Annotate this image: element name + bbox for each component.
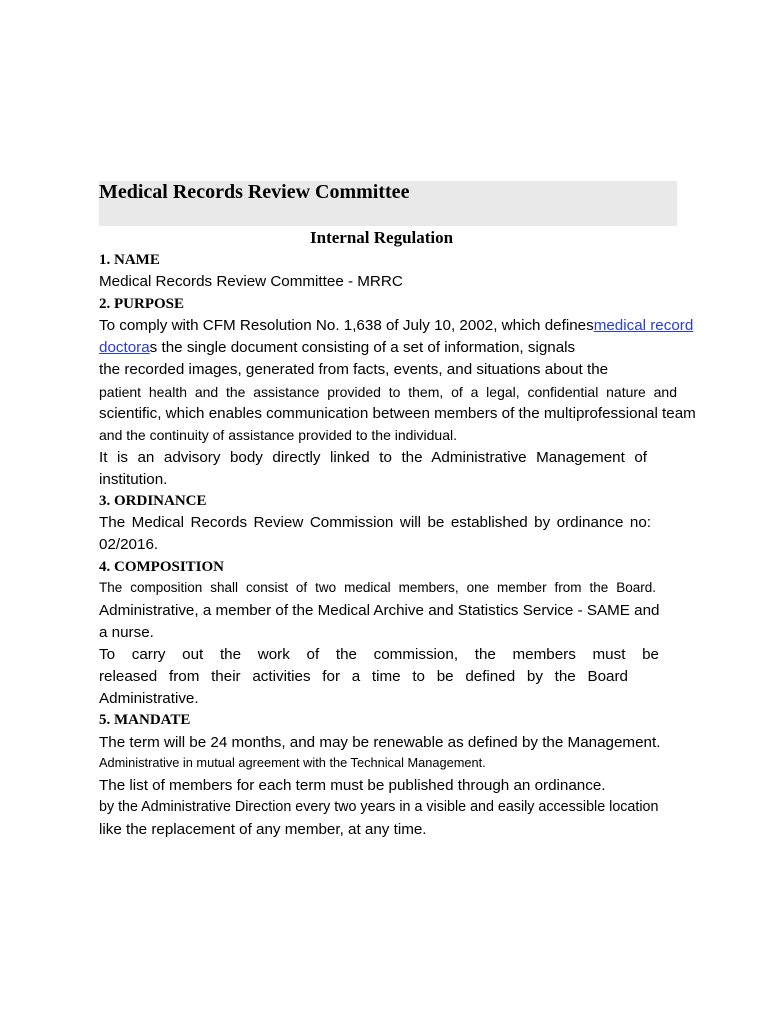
mandate-text-line: by the Administrative Direction every two years in a visible and easily accessible location [99, 799, 659, 815]
section-heading-name: 1. NAME [99, 252, 160, 268]
section-heading-composition: 4. COMPOSITION [99, 559, 225, 575]
document-subtitle: Internal Regulation [310, 228, 454, 247]
purpose-text-line: scientific, which enables communication between members of the multiprofessional team [99, 405, 696, 422]
purpose-text-line: patient health and the assistance provided to them, of a legal, confidential nature and [99, 384, 677, 400]
medical-record-link[interactable]: medical record [593, 317, 694, 334]
mandate-text-line: like the replacement of any member, at any time. [99, 821, 427, 838]
composition-text-line: Administrative, a member of the Medical Archive and Statistics Service - SAME and [99, 602, 660, 619]
purpose-text-line: and the continuity of assistance provided to the individual. [99, 427, 458, 443]
ordinance-text-line: 02/2016. [99, 536, 159, 553]
purpose-text-line: institution. [99, 471, 168, 488]
mandate-text-line: The list of members for each term must be published through an ordinance. [99, 777, 606, 794]
purpose-text-line: It is an advisory body directly linked to the Administrative Management of [99, 449, 647, 466]
purpose-text-line [99, 317, 693, 335]
ordinance-text-line: The Medical Records Review Commission will be established by ordinance no: [99, 514, 651, 531]
composition-text-line: Administrative. [99, 690, 199, 707]
name-text-line: Medical Records Review Committee - MRRC [99, 273, 403, 290]
section-heading-purpose: 2. PURPOSE [99, 296, 185, 312]
composition-text-line: a nurse. [99, 624, 154, 641]
composition-text-line: To carry out the work of the commission, the members must be [99, 646, 659, 663]
purpose-text-line [99, 339, 575, 357]
composition-text-line: The composition shall consist of two medical members, one member from the Board. [99, 580, 656, 595]
section-heading-mandate: 5. MANDATE [99, 712, 191, 728]
mandate-text-line: Administrative in mutual agreement with the Technical Management. [99, 755, 486, 770]
mandate-text-line: The term will be 24 months, and may be renewable as defined by the Management. [99, 734, 661, 751]
document-title: Medical Records Review Committee [99, 181, 410, 203]
purpose-text-line: the recorded images, generated from facts, events, and situations about the [99, 361, 609, 378]
doctora-link[interactable]: doctora [99, 339, 150, 356]
section-heading-ordinance: 3. ORDINANCE [99, 493, 207, 509]
composition-text-line: released from their activities for a time to be defined by the Board [99, 668, 628, 685]
purpose-line1-text: To comply with CFM Resolution No. 1,638 of July 10, 2002, which defines [99, 317, 594, 334]
purpose-line2-text: s the single document consisting of a set of information, signals [149, 339, 576, 356]
